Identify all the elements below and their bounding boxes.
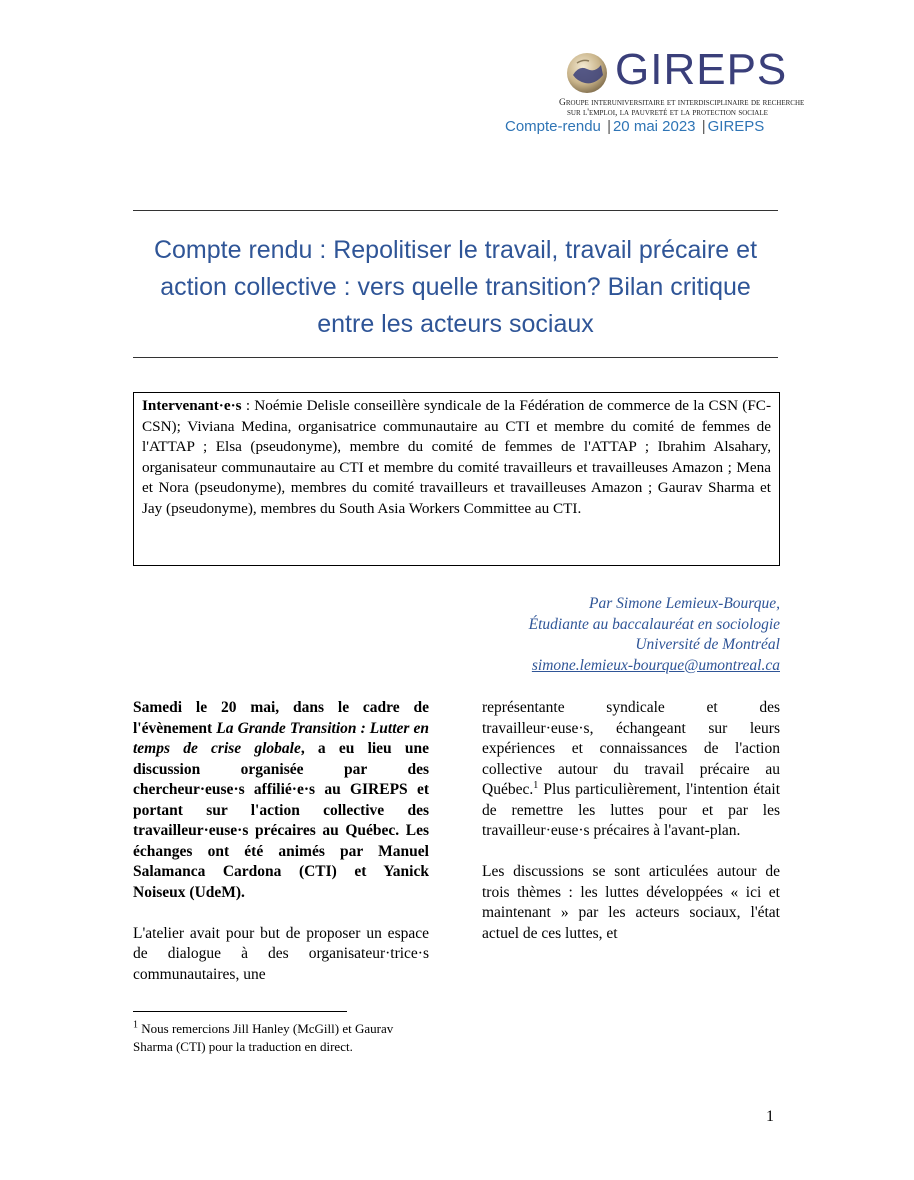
speakers-box (133, 392, 780, 566)
left-column (133, 698, 429, 1006)
title-bottom-rule (133, 357, 778, 358)
header-separator: | (701, 118, 706, 135)
document-title: Compte rendu : Repolitiser le travail, travail précaire et action collective : vers quelle transition? Bilan critique entre les acteurs sociaux (153, 236, 758, 338)
header-org: GIREPS (707, 118, 765, 135)
header-doc-type: Compte-rendu (505, 118, 601, 135)
byline-email-link[interactable]: simone.lemieux-bourque@umontreal.ca (531, 656, 780, 674)
lead-paragraph (133, 698, 429, 903)
byline-university: Université de Montréal (635, 636, 780, 653)
event-name: La Grande Transition : Lutter en temps de crise globale (133, 719, 429, 757)
footnote (133, 1020, 403, 1056)
document-header (505, 118, 764, 135)
footnote-rule (133, 1011, 347, 1012)
right-column (482, 698, 780, 965)
logo-subtitle-line2: sur l'emploi, la pauvreté et la protection sociale (567, 108, 768, 118)
byline-role: Étudiante au baccalauréat en sociologie (528, 615, 780, 633)
title-top-rule (133, 210, 778, 211)
paragraph-2-text: représentante syndicale et des travailleur·euse·s, échangeant sur leurs expériences et connaissances de l'action collective autour du travail précaire au Québec. (482, 699, 780, 798)
logo-subtitle-line1: Groupe interuniversitaire et interdisciplinaire de recherche (559, 98, 805, 108)
speakers-text: : Noémie Delisle conseillère syndicale de la Fédération de commerce de la CSN (FC-CSN); Viviana Medina, organisatrice communautaire au CTI et membre du comité de femmes de l'ATTAP ; Elsa (pseudonyme), membre du comité de femmes de l'ATTAP ; Ibrahim Alsahary, organisateur communautaire au CTI et membre du comité travailleurs et travailleuses Amazon ; Mena et Nora (pseudonyme), membres du comité travailleurs et travailleuses Amazon ; Gaurav Sharma et Jay (pseudonyme), membres du South Asia Workers Committee au CTI. (142, 397, 771, 517)
header-date: 20 mai 2023 (612, 118, 696, 135)
footnote-ref[interactable]: 1 (533, 779, 539, 791)
footnote-text: Nous remercions Jill Hanley (McGill) et Gaurav Sharma (CTI) pour la traduction en direct. (133, 1021, 394, 1054)
paragraph-2-text-end: Plus particulièrement, l'intention était de remettre les luttes pour et par les travailleur·euse·s précaires à l'avant-plan. (482, 781, 780, 839)
header-separator: | (607, 118, 611, 135)
paragraph-3: Les discussions se sont articulées autour de trois thèmes : les luttes développées « ici et maintenant » par les acteurs sociaux, l'état actuel de ces luttes, et (482, 863, 780, 942)
lead-text-end: , a eu lieu une discussion organisée par des chercheur·euse·s affilié·e·s au GIREPS et portant sur l'action collective des travailleur·euse·s précaires au Québec. Les échanges ont été animés par Manuel Salamanca Cardona (CTI) et Yanick Noiseux (UdeM). (133, 740, 429, 901)
globe-icon (565, 51, 609, 95)
logo-wordmark: GIREPS (615, 45, 788, 94)
author-byline (470, 594, 780, 676)
speakers-label: Intervenant·e·s (142, 397, 242, 414)
byline-author: Par Simone Lemieux-Bourque, (589, 595, 780, 612)
paragraph-2-start: L'atelier avait pour but de proposer un espace de dialogue à des organisateur·trice·s communautaires, une (133, 924, 429, 983)
lead-text-start: Samedi le 20 mai, dans le cadre de l'évènement (133, 699, 429, 737)
gireps-logo (559, 45, 805, 118)
paragraph-2-continued (482, 698, 780, 842)
footnote-number: 1 (133, 1019, 138, 1031)
page-number: 1 (766, 1108, 774, 1125)
